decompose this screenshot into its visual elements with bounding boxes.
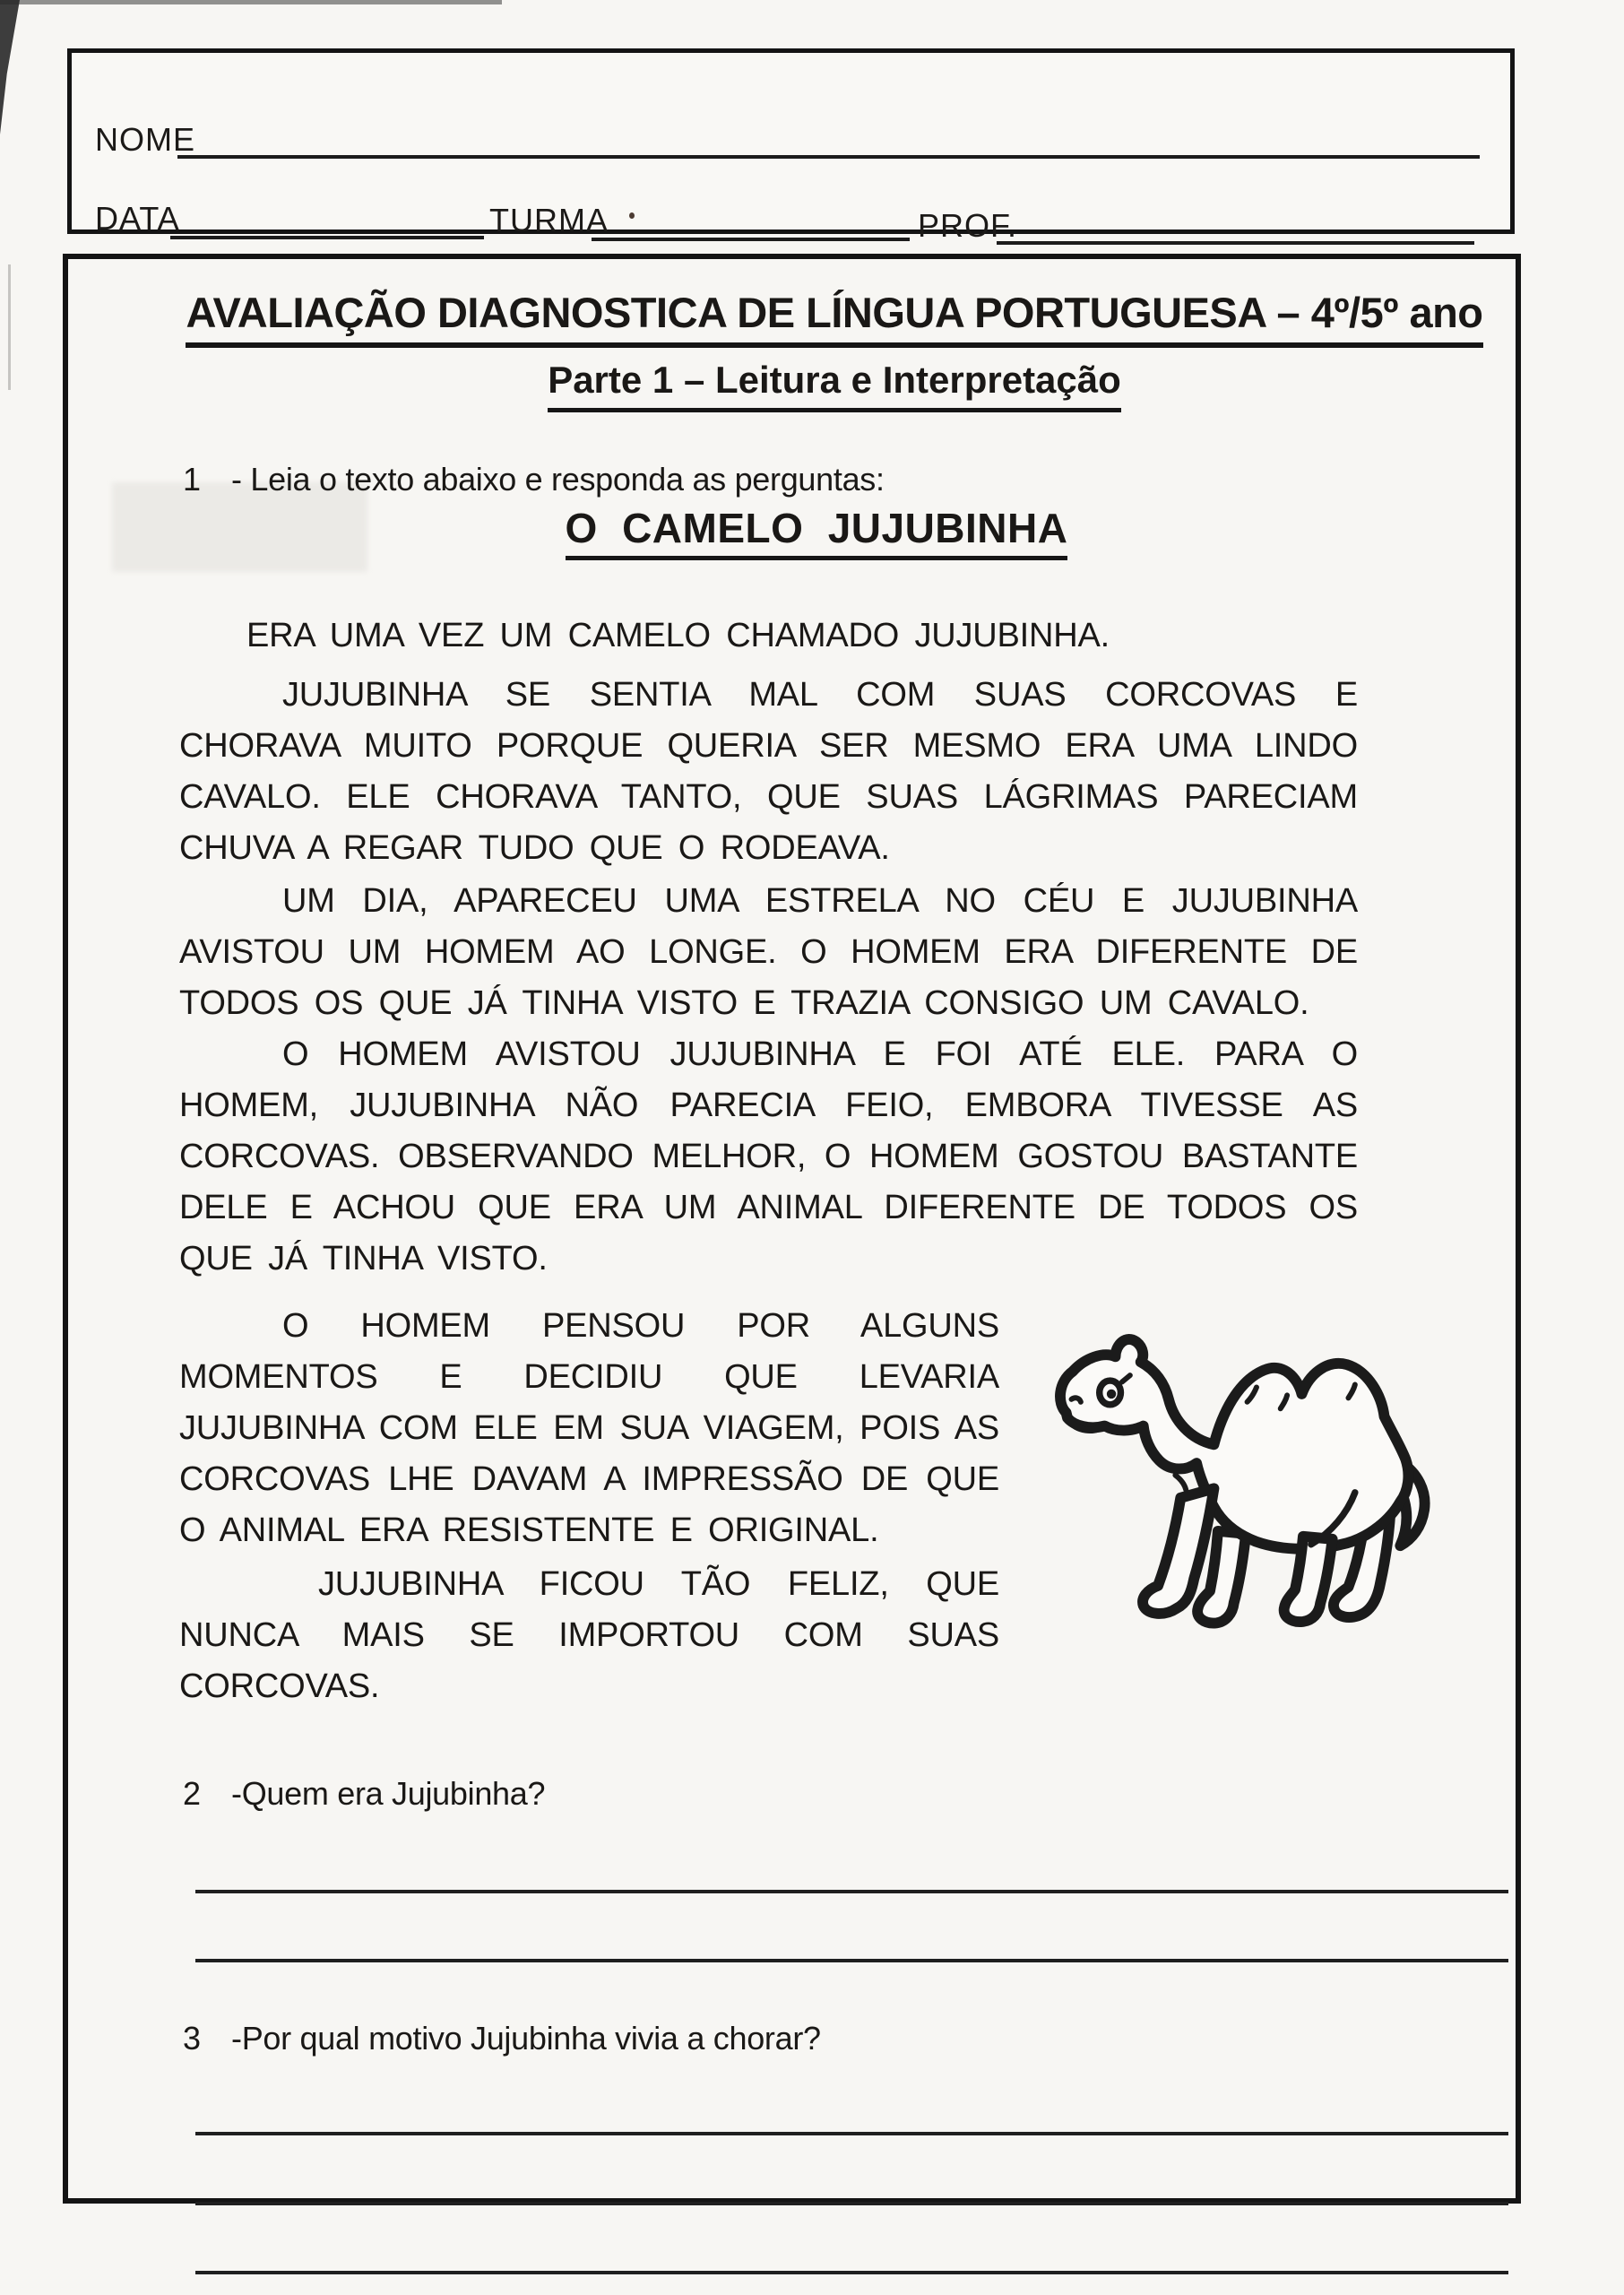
scan-artifact-top-edge [0,0,502,4]
ink-speck [629,212,635,219]
instruction-1-number: 1 [183,461,201,498]
instruction-1-text: - Leia o texto abaixo e responda as perguntas: [231,461,885,498]
answer-line [195,2132,1508,2135]
story-text [179,611,1358,1712]
story-paragraph: O HOMEM PENSOU POR ALGUNS MOMENTOS E DECIDIU QUE LEVARIA JUJUBINHA COM ELE EM SUA VIAGEM, POIS AS CORCOVAS LHE DAVAM A IMPRESSÃO DE QUE O ANIMAL ERA RESISTENTE E ORIGINAL. [179,1307,999,1549]
answer-line [195,1959,1508,1962]
student-info-box [67,48,1515,244]
date-label: DATA [95,200,180,237]
camel-drawing [1026,1271,1479,1679]
assessment-header [68,286,1516,412]
class-label: TURMA [489,202,609,238]
scan-artifact-left-edge [8,264,11,390]
camel-pupil [1107,1390,1116,1399]
instruction-1 [183,457,1516,502]
answer-line [195,2202,1508,2205]
teacher-blank-line [997,241,1474,245]
story-paragraph: UM DIA, APARECEU UMA ESTRELA NO CÉU E JUJUBINHA AVISTOU UM HOMEM AO LONGE. O HOMEM ERA DIFERENTE DE TODOS OS QUE JÁ TINHA VISTO E TRAZIA CONSIGO UM CAVALO. [179,882,1358,1022]
name-label: NOME [95,121,195,158]
camel-body [1060,1339,1408,1549]
assessment-title: AVALIAÇÃO DIAGNOSTICA DE LÍNGUA PORTUGUESA – 4º/5º ano [153,286,1516,348]
question-2 [183,1771,1516,1816]
story-paragraph: O HOMEM AVISTOU JUJUBINHA E FOI ATÉ ELE. PARA O HOMEM, JUJUBINHA NÃO PARECIA FEIO, EMBORA TIVESSE AS CORCOVAS. OBSERVANDO MELHOR, O HOMEM GOSTOU BASTANTE DELE E ACHOU QUE ERA UM ANIMAL DIFERENTE DE TODOS OS QUE JÁ TINHA VISTO. [179,1035,1358,1277]
camel-illustration [1026,1271,1479,1679]
class-blank-line [592,238,910,241]
assessment-subtitle: Parte 1 – Leitura e Interpretação [153,355,1516,412]
question-3-text: -Por qual motivo Jujubinha vivia a chorar? [231,2020,821,2057]
story-paragraph: JUJUBINHA FICOU TÃO FELIZ, QUE NUNCA MAIS SE IMPORTOU COM SUAS CORCOVAS. [179,1565,999,1705]
story-paragraph: ERA UMA VEZ UM CAMELO CHAMADO JUJUBINHA. [246,617,1110,654]
story-paragraph: JUJUBINHA SE SENTIA MAL COM SUAS CORCOVAS E CHORAVA MUITO PORQUE QUERIA SER MESMO ERA UMA LINDO CAVALO. ELE CHORAVA TANTO, QUE SUAS LÁGRIMAS PARECIAM CHUVA A REGAR TUDO QUE O RODEAVA. [179,676,1358,867]
question-2-text: -Quem era Jujubinha? [231,1775,546,1812]
question-3-number: 3 [183,2020,201,2057]
answer-line [195,2271,1508,2274]
date-blank-line [170,236,484,239]
story-title: O CAMELO JUJUBINHA [68,502,1516,560]
teacher-label: PROF. [918,207,1018,244]
question-2-answers [195,1890,1508,1962]
question-3-answers [195,2132,1508,2274]
scan-artifact-corner [0,0,20,134]
name-blank-line [177,155,1480,159]
camel-chest-hair [1175,1476,1186,1490]
assessment-box [63,254,1521,2204]
question-2-number: 2 [183,1775,201,1812]
question-3 [183,2016,1516,2061]
answer-line [195,1890,1508,1893]
